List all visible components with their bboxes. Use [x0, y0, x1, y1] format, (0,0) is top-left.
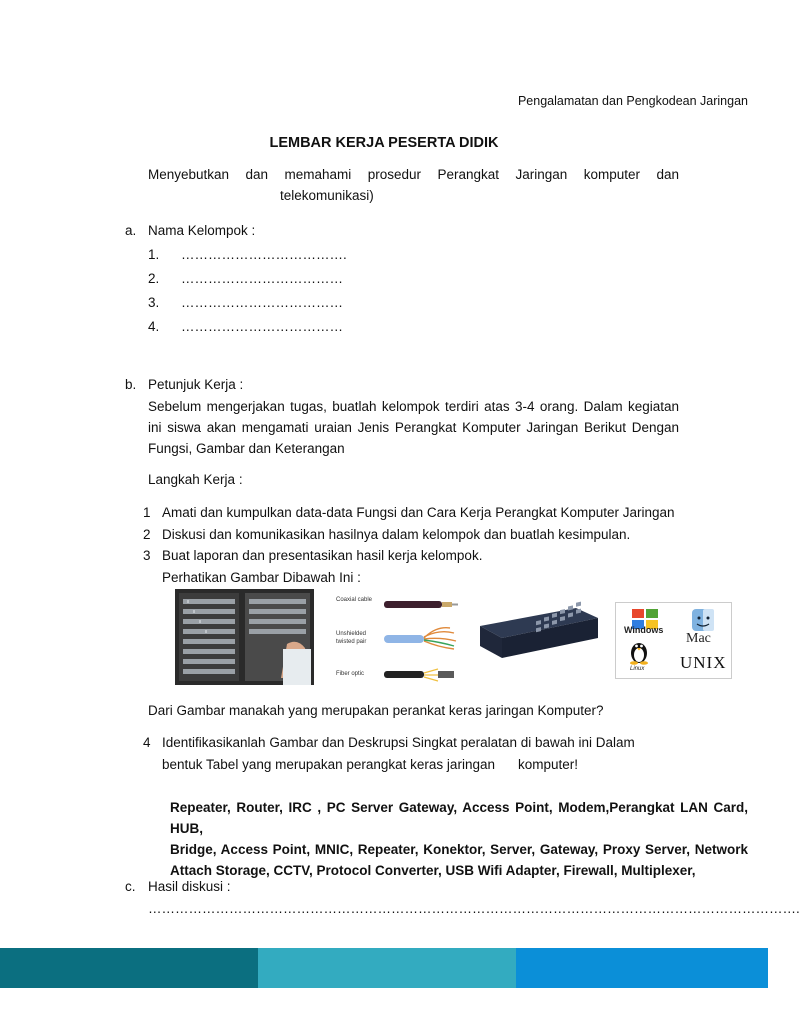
section-a-label: Nama Kelompok : — [148, 223, 256, 238]
section-b-marker: b. — [125, 377, 137, 392]
utp-label-1: Unshielded — [336, 631, 367, 637]
member-dots: ……………………………… — [181, 295, 343, 310]
windows-label: Windows — [624, 625, 664, 635]
step-text: Diskusi dan komunikasikan hasilnya dalam kelompok dan buatlah kesimpulan. — [162, 527, 631, 542]
member-num: 4. — [148, 319, 160, 334]
server-rack-image — [175, 589, 314, 685]
unix-label: UNIX — [680, 653, 727, 672]
look-at-label: Perhatikan Gambar Dibawah Ini : — [162, 570, 361, 585]
device-list — [170, 797, 748, 881]
linux-tux-icon — [628, 639, 650, 665]
intro-word: komputer — [583, 167, 641, 182]
network-switch-image — [476, 596, 600, 668]
step-num: 4 — [143, 735, 151, 750]
member-num: 2. — [148, 271, 160, 286]
section-c-label: Hasil diskusi : — [148, 879, 231, 894]
intro-word: memahami — [284, 167, 352, 182]
discussion-dots: ………………………………………………………………………………………………………………………………. — [148, 901, 800, 916]
cable-types-image — [334, 591, 460, 687]
device-list-line: Attach Storage, CCTV, Protocol Converter, USB Wifi Adapter, Firewall, Multiplexer, — [170, 863, 696, 878]
section-a-marker: a. — [125, 223, 137, 238]
intro-word: Jaringan — [515, 167, 568, 182]
cable-icon — [382, 591, 460, 687]
section-c-marker: c. — [125, 879, 136, 894]
member-num: 1. — [148, 247, 160, 262]
instruction-line: Fungsi, Gambar dan Keterangan — [148, 441, 345, 456]
step-text-cont: bentuk Tabel yang merupakan perangkat keras jaringan — [162, 757, 495, 772]
mac-label: Mac — [686, 631, 711, 646]
page-title: LEMBAR KERJA PESERTA DIDIK — [269, 135, 499, 151]
mac-finder-icon — [690, 607, 716, 633]
footer-band-dark — [0, 948, 258, 988]
coax-label: Coaxial cable — [336, 597, 373, 603]
step-text: Amati dan kumpulkan data-data Fungsi dan Cara Kerja Perangkat Komputer Jaringan — [162, 505, 675, 520]
section-b-label: Petunjuk Kerja : — [148, 377, 244, 392]
device-list-line: Bridge, Access Point, MNIC, Repeater, Konektor, Server, Gateway, Proxy Server, Network — [170, 842, 748, 857]
member-dots: ……………………………… — [181, 319, 343, 334]
step-num: 3 — [143, 548, 151, 563]
step-num: 2 — [143, 527, 151, 542]
intro-line-1 — [148, 167, 679, 182]
linux-label: Linux — [630, 666, 645, 672]
member-dots: ……………………………… — [181, 271, 343, 286]
step-num: 1 — [143, 505, 151, 520]
os-logos-image — [615, 602, 732, 679]
intro-word: dan — [245, 167, 269, 182]
utp-label-2: twisted pair — [336, 639, 367, 645]
step-text-cont-end: komputer! — [518, 757, 579, 772]
switch-icon — [476, 596, 600, 668]
member-dots: ………………………………. — [181, 247, 347, 262]
intro-word: dan — [656, 167, 679, 182]
server-rack-icon — [175, 589, 314, 685]
instruction-line: Sebelum mengerjakan tugas, buatlah kelompok terdiri atas 3-4 orang. Dalam kegiatan — [148, 399, 679, 414]
steps-label: Langkah Kerja : — [148, 472, 243, 487]
device-list-line: Repeater, Router, IRC , PC Server Gateway, Access Point, Modem,Perangkat LAN Card, HUB, — [170, 800, 748, 836]
fiber-label: Fiber optic — [336, 671, 365, 677]
intro-word: Menyebutkan — [148, 167, 230, 182]
step-text: Identifikasikanlah Gambar dan Deskrupsi Singkat peralatan di bawah ini Dalam — [162, 735, 635, 750]
footer-band-mid — [258, 948, 516, 988]
intro-line-2: telekomunikasi) — [280, 188, 374, 203]
member-num: 3. — [148, 295, 160, 310]
instruction-line: ini siswa akan mengamati uraian Jenis Perangkat Komputer Jaringan Berikut Dengan — [148, 420, 679, 435]
running-header: Pengalamatan dan Pengkodean Jaringan — [517, 94, 748, 108]
intro-word: prosedur — [367, 167, 422, 182]
question-text: Dari Gambar manakah yang merupakan perankat keras jaringan Komputer? — [148, 703, 604, 718]
footer-band-light — [516, 948, 768, 988]
step-text: Buat laporan dan presentasikan hasil kerja kelompok. — [162, 548, 483, 563]
intro-word: Perangkat — [437, 167, 500, 182]
